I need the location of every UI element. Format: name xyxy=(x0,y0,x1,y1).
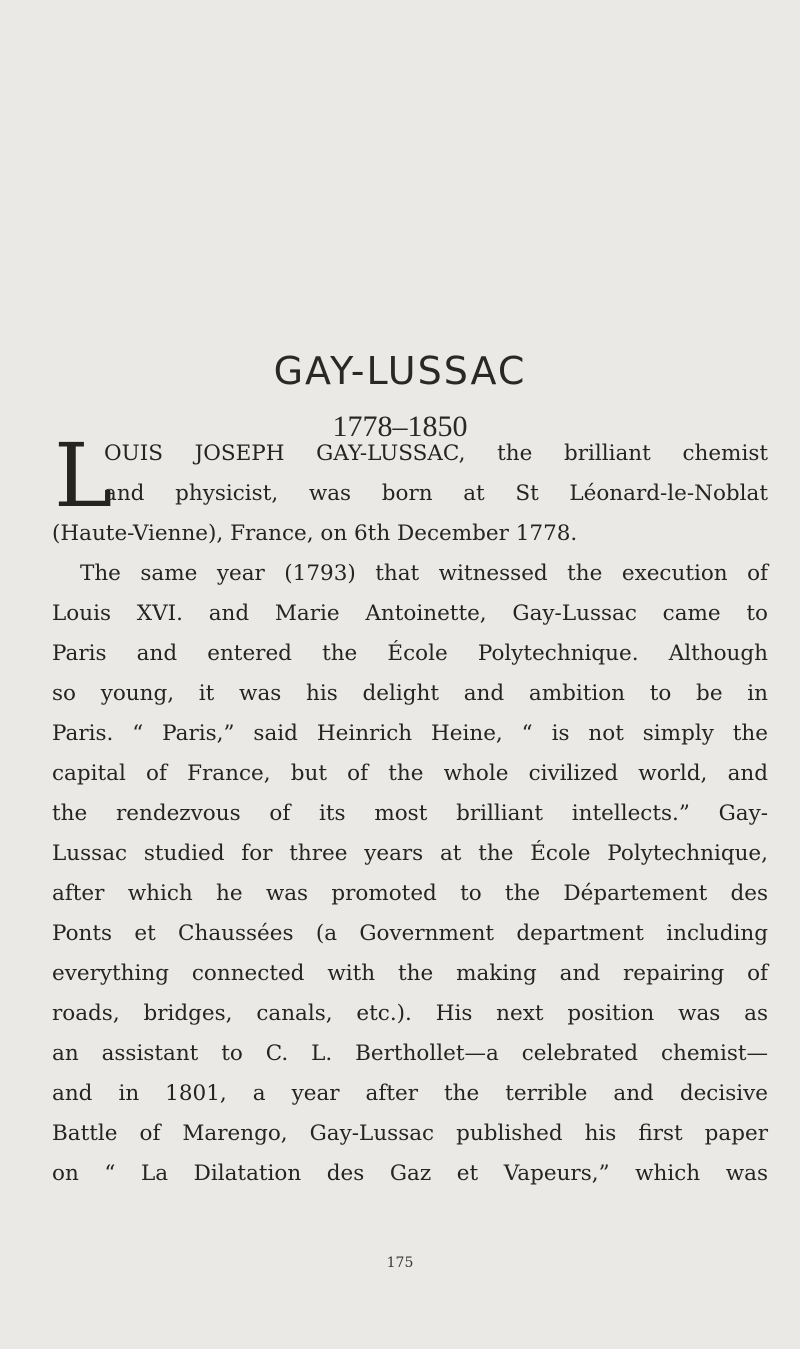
text-line: on “ La Dilatation des Gaz et Vapeurs,” which was xyxy=(52,1161,768,1186)
text-line: and in 1801, a year after the terrible and decisive xyxy=(52,1081,768,1106)
text-line: capital of France, but of the whole civilized world, and xyxy=(52,761,768,786)
text-line: an assistant to C. L. Berthollet—a celebrated chemist— xyxy=(52,1041,768,1066)
text-line: after which he was promoted to the Département des xyxy=(52,881,768,906)
text-line: the rendezvous of its most brilliant intellects.” Gay- xyxy=(52,801,768,826)
text-line: Lussac studied for three years at the École Polytechnique, xyxy=(52,841,768,866)
text-line: (Haute-Vienne), France, on 6th December 1778. xyxy=(52,521,578,546)
text-line: The same year (1793) that witnessed the execution of xyxy=(80,561,768,586)
text-line: everything connected with the making and repairing of xyxy=(52,961,768,986)
page-number: 175 xyxy=(386,1255,414,1271)
drop-cap: L xyxy=(54,424,113,527)
text-line: Ponts et Chaussées (a Government department including xyxy=(52,921,768,946)
text-line: so young, it was his delight and ambition to be in xyxy=(52,681,768,706)
text-line: Louis XVI. and Marie Antoinette, Gay-Lussac came to xyxy=(52,601,768,626)
text-line: Battle of Marengo, Gay-Lussac published his first paper xyxy=(52,1121,768,1146)
chapter-title: GAY-LUSSAC xyxy=(273,349,527,393)
text-line: Paris and entered the École Polytechnique. Although xyxy=(52,641,768,666)
text-line: Paris. “ Paris,” said Heinrich Heine, “ is not simply the xyxy=(52,721,768,746)
text-line: and physicist, was born at St Léonard-le-Noblat xyxy=(104,481,768,506)
life-dates: 1778–1850 xyxy=(332,410,468,443)
text-line: OUIS JOSEPH GAY-LUSSAC, the brilliant chemist xyxy=(104,441,768,466)
text-line: roads, bridges, canals, etc.). His next position was as xyxy=(52,1001,768,1026)
